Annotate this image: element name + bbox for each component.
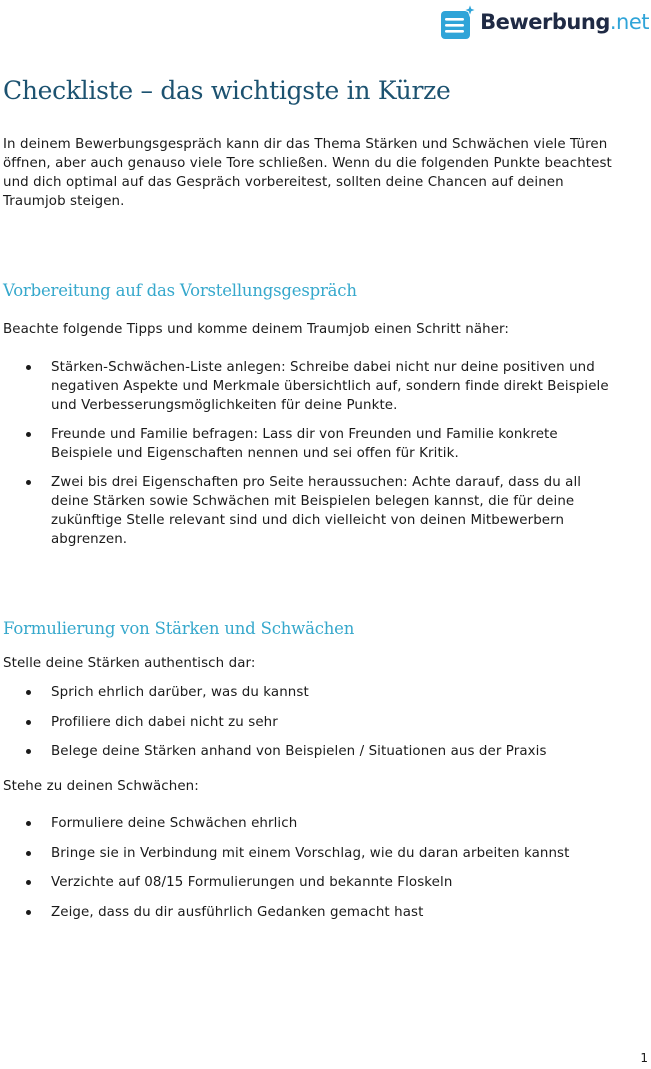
brand-logo (440, 2, 649, 42)
section-heading-formulation: Formulierung von Stärken und Schwächen (3, 619, 355, 638)
list-item: Zeige, dass du dir ausführlich Gedanken gemacht hast (0, 903, 616, 922)
strengths-lead: Stelle deine Stärken authentisch dar: (3, 656, 256, 671)
preparation-tips-list (0, 358, 616, 549)
brand-name (480, 10, 649, 34)
list-item: Profiliere dich dabei nicht zu sehr (0, 713, 616, 732)
weaknesses-lead: Stehe zu deinen Schwächen: (3, 779, 199, 794)
list-item: Freunde und Familie befragen: Lass dir von Freunden und Familie konkrete Beispiele und Eigenschaften nennen und sei offen für Kritik. (0, 425, 616, 463)
list-item: Formuliere deine Schwächen ehrlich (0, 814, 616, 833)
list-item: Verzichte auf 08/15 Formulierungen und bekannte Floskeln (0, 873, 616, 892)
list-item: Belege deine Stärken anhand von Beispielen / Situationen aus der Praxis (0, 742, 616, 761)
page-number: 1 (640, 1051, 648, 1065)
brand-name-tld: .net (609, 10, 649, 34)
strengths-list (0, 683, 616, 761)
brand-name-main: Bewerbung (480, 10, 610, 34)
section-heading-preparation: Vorbereitung auf das Vorstellungsgespräch (3, 281, 357, 300)
page-title: Checkliste – das wichtigste in Kürze (3, 76, 451, 105)
section-lead-preparation: Beachte folgende Tipps und komme deinem Traumjob einen Schritt näher: (3, 322, 510, 337)
list-item: Sprich ehrlich darüber, was du kannst (0, 683, 616, 702)
list-item: Bringe sie in Verbindung mit einem Vorschlag, wie du daran arbeiten kannst (0, 844, 616, 863)
list-item: Zwei bis drei Eigenschaften pro Seite heraussuchen: Achte darauf, dass du all deine Stärken sowie Schwächen mit Beispielen belegen kannst, die für deine zukünftige Stelle relevant sind und dich vielleicht von deinen Mitbewerbern abgrenzen. (0, 473, 616, 549)
list-item: Stärken-Schwächen-Liste anlegen: Schreibe dabei nicht nur deine positiven und negativen Aspekte und Merkmale übersichtlich auf, sondern finde direkt Beispiele und Verbesserungsmöglichkeiten für deine Punkte. (0, 358, 616, 415)
weaknesses-list (0, 814, 616, 922)
document-sparkle-icon (440, 4, 476, 40)
intro-paragraph: In deinem Bewerbungsgespräch kann dir das Thema Stärken und Schwächen viele Türen öffnen, aber auch genauso viele Tore schließen. Wenn du die folgenden Punkte beachtest und dich optimal auf das Gespräch vorbereitest, sollten deine Chancen auf deinen Traumjob steigen. (3, 137, 612, 209)
